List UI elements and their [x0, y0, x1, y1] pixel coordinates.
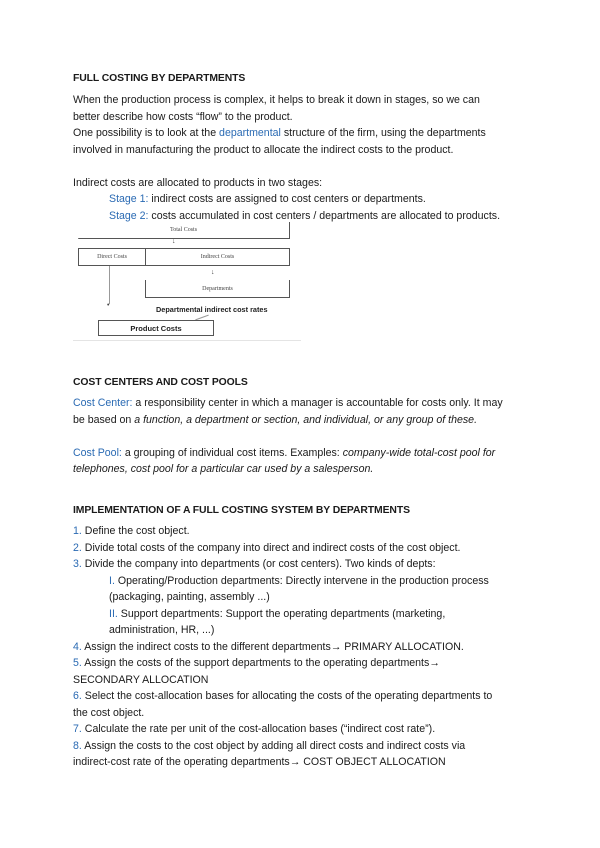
product-costs-box: [98, 320, 214, 336]
list-item-cont: indirect-cost rate of the operating departments→ COST OBJECT ALLOCATION: [73, 756, 446, 768]
direct-costs-box: [78, 248, 146, 266]
list-item: [73, 556, 533, 573]
arrow-down-icon: ↓: [172, 238, 176, 245]
paragraph: [73, 142, 533, 159]
text: Select the cost-allocation bases for allocating the costs of the operating departments to: [81, 690, 493, 702]
label: Direct Costs: [97, 254, 127, 260]
list-number: 7.: [73, 723, 82, 735]
paragraph: [73, 445, 533, 462]
rates-label: Departmental indirect cost rates: [156, 305, 268, 314]
text-italic: a function, a department or section, and individual, or any group of these.: [134, 413, 478, 426]
text: Assign the costs of the support departments to the operating departments→: [81, 657, 440, 669]
list-number: 2.: [73, 541, 82, 554]
text: be based on: [73, 413, 135, 426]
text: Calculate the rate per unit of the cost-allocation bases (“indirect cost rate”).: [81, 723, 436, 735]
list-item: [73, 523, 533, 540]
term-cost-center: Cost Center:: [73, 397, 133, 409]
label: Total Costs: [169, 227, 198, 233]
list-item: [73, 655, 533, 672]
text: Operating/Production departments: Directly intervene in the production process: [114, 574, 489, 587]
list-item: [73, 721, 533, 738]
section-heading-full-costing: FULL COSTING BY DEPARTMENTS: [73, 73, 246, 84]
divider: [73, 340, 301, 341]
list-number: 6.: [73, 690, 82, 702]
text: Define the cost object.: [81, 525, 190, 537]
document-page: [73, 72, 533, 224]
list-item: [73, 738, 533, 755]
departments-box: [145, 280, 290, 298]
arrow-down-icon: ↓: [211, 269, 215, 276]
list-number: I.: [109, 574, 115, 587]
label: Product Costs: [130, 323, 182, 333]
text: Divide total costs of the company into direct and indirect costs of the cost object.: [81, 541, 461, 554]
stage-item: [73, 191, 533, 208]
label: Departments: [202, 285, 233, 292]
sub-list-item: [73, 606, 533, 623]
text: Divide the company into departments (or cost centers). Two kinds of depts:: [81, 558, 436, 570]
text: structure of the firm, using the departments: [280, 127, 486, 139]
stage-text: costs accumulated in cost centers / departments are allocated to products.: [148, 209, 501, 222]
stage-text: indirect costs are assigned to cost centers or departments.: [148, 193, 426, 205]
stages-intro: Indirect costs are allocated to products in two stages:: [73, 176, 323, 189]
paragraph: [73, 125, 533, 142]
text: a responsibility center in which a manager is accountable for costs only. It may: [132, 397, 503, 409]
list-item-cont: SECONDARY ALLOCATION: [73, 673, 209, 686]
section-implementation: [73, 504, 533, 771]
cost-flow-diagram: [73, 218, 301, 342]
paragraph: [73, 395, 533, 412]
text: involved in manufacturing the product to allocate the indirect costs to the product.: [73, 143, 454, 156]
list-item-cont: the cost object.: [73, 706, 145, 719]
sub-list-item-cont: (packaging, painting, assembly ...): [109, 591, 270, 603]
term-cost-pool: Cost Pool:: [73, 446, 122, 459]
sub-list-item-cont: administration, HR, ...): [109, 624, 215, 636]
list-number: II.: [109, 607, 118, 620]
list-item: [73, 639, 533, 656]
paragraph: [73, 92, 533, 109]
arrow-down-icon: •: [107, 302, 110, 309]
section-heading-implementation: IMPLEMENTATION OF A FULL COSTING SYSTEM BY DEPARTMENTS: [73, 505, 410, 516]
list-item: [73, 540, 533, 557]
label: Indirect Costs: [200, 254, 235, 260]
list-number: 5.: [73, 657, 82, 669]
text: a grouping of individual cost items. Examples:: [121, 446, 343, 459]
text: One possibility is to look at the: [73, 127, 220, 139]
section-heading-cost-centers: COST CENTERS AND COST POOLS: [73, 377, 248, 388]
list-item: [73, 688, 533, 705]
text-italic: company-wide total-cost pool for: [342, 446, 496, 459]
sub-list-item: [73, 573, 533, 590]
list-number: 1.: [73, 525, 82, 537]
list-number: 3.: [73, 558, 82, 570]
text: better describe how costs “flow” to the product.: [73, 110, 293, 123]
total-costs-box: [78, 222, 290, 239]
text: Assign the costs to the cost object by adding all direct costs and indirect costs via: [81, 739, 466, 752]
connector-line: [109, 266, 110, 304]
text: Support departments: Support the operating departments (marketing,: [117, 607, 446, 620]
connector: [78, 238, 79, 239]
stage-label: Stage 1:: [109, 193, 149, 205]
list-number: 4.: [73, 640, 82, 653]
text: When the production process is complex, it helps to break it down in stages, so we can: [73, 94, 480, 106]
text: Assign the indirect costs to the different departments→ PRIMARY ALLOCATION.: [81, 640, 464, 653]
section-cost-centers: [73, 376, 533, 478]
paragraph: [73, 412, 533, 429]
paragraph: [73, 109, 533, 126]
highlight-departmental: departmental: [219, 127, 281, 139]
indirect-costs-box: [145, 248, 290, 266]
paragraph: telephones, cost pool for a particular car used by a salesperson.: [73, 463, 374, 475]
stage-label: Stage 2:: [109, 209, 149, 222]
list-number: 8.: [73, 739, 82, 752]
